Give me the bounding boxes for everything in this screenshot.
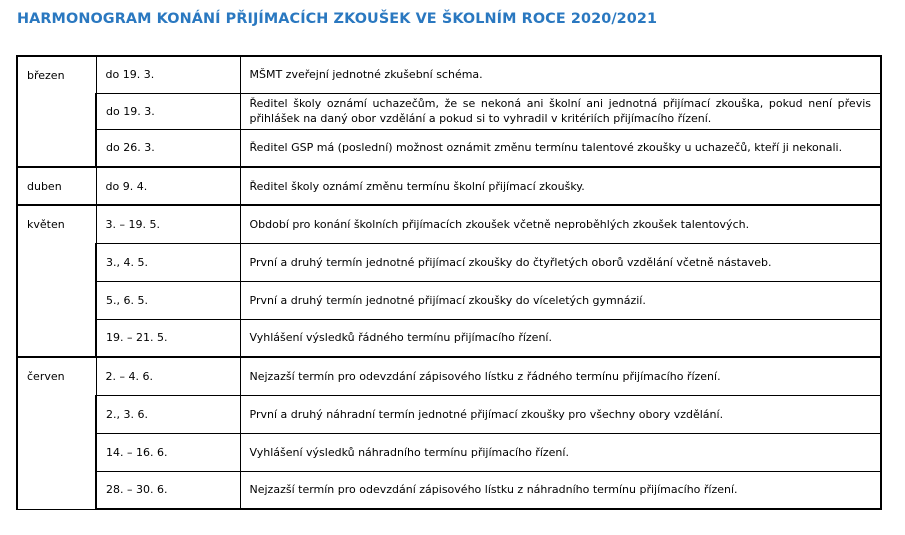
- table-row: [17, 167, 881, 205]
- date-cell: 28. – 30. 6.: [96, 471, 240, 509]
- table-row: [17, 471, 881, 509]
- description-cell: První a druhý termín jednotné přijímací zkoušky do víceletých gymnázií.: [240, 281, 881, 319]
- date-cell: 2. – 4. 6.: [96, 357, 240, 395]
- date-cell: 19. – 21. 5.: [96, 319, 240, 357]
- table-row: [17, 319, 881, 357]
- date-cell: do 19. 3.: [96, 56, 240, 93]
- month-cell: březen: [17, 56, 96, 167]
- date-cell: 3., 4. 5.: [96, 243, 240, 281]
- date-cell: do 9. 4.: [96, 167, 240, 205]
- table-row: [17, 357, 881, 395]
- description-cell: Období pro konání školních přijímacích zkoušek včetně neproběhlých zkoušek talentových.: [240, 205, 881, 243]
- description-cell: Ředitel školy oznámí uchazečům, že se nekoná ani školní ani jednotná přijímací zkouška, pokud není převis přihlášek na daný obor vzdělání a pokud si to vyhradil v kritériích přijímacího řízení.: [240, 93, 881, 129]
- month-cell: červen: [17, 357, 96, 509]
- date-cell: 2., 3. 6.: [96, 395, 240, 433]
- month-cell: duben: [17, 167, 96, 205]
- table-row: [17, 281, 881, 319]
- description-cell: Vyhlášení výsledků náhradního termínu přijímacího řízení.: [240, 433, 881, 471]
- table-row: [17, 243, 881, 281]
- description-cell: Ředitel GSP má (poslední) možnost oznámit změnu termínu talentové zkoušky u uchazečů, kteří ji nekonali.: [240, 129, 881, 167]
- table-row: [17, 433, 881, 471]
- description-cell: Vyhlášení výsledků řádného termínu přijímacího řízení.: [240, 319, 881, 357]
- table-row: [17, 93, 881, 129]
- table-row: [17, 205, 881, 243]
- description-cell: MŠMT zveřejní jednotné zkušební schéma.: [240, 56, 881, 93]
- description-cell: Nejzazší termín pro odevzdání zápisového lístku z řádného termínu přijímacího řízení.: [240, 357, 881, 395]
- description-cell: Ředitel školy oznámí změnu termínu školní přijímací zkoušky.: [240, 167, 881, 205]
- table-row: [17, 395, 881, 433]
- date-cell: 14. – 16. 6.: [96, 433, 240, 471]
- schedule-table: [16, 55, 882, 510]
- description-cell: Nejzazší termín pro odevzdání zápisového lístku z náhradního termínu přijímacího řízení.: [240, 471, 881, 509]
- date-cell: 5., 6. 5.: [96, 281, 240, 319]
- month-cell: květen: [17, 205, 96, 357]
- document-title: HARMONOGRAM KONÁNÍ PŘIJÍMACÍCH ZKOUŠEK VE ŠKOLNÍM ROCE 2020/2021: [17, 11, 658, 27]
- description-cell: První a druhý náhradní termín jednotné přijímací zkoušky pro všechny obory vzdělání.: [240, 395, 881, 433]
- table-row: [17, 56, 881, 93]
- date-cell: 3. – 19. 5.: [96, 205, 240, 243]
- date-cell: do 26. 3.: [96, 129, 240, 167]
- schedule-table-body: [17, 56, 881, 509]
- description-cell: První a druhý termín jednotné přijímací zkoušky do čtyřletých oborů vzdělání včetně nástaveb.: [240, 243, 881, 281]
- date-cell: do 19. 3.: [96, 93, 240, 129]
- table-row: [17, 129, 881, 167]
